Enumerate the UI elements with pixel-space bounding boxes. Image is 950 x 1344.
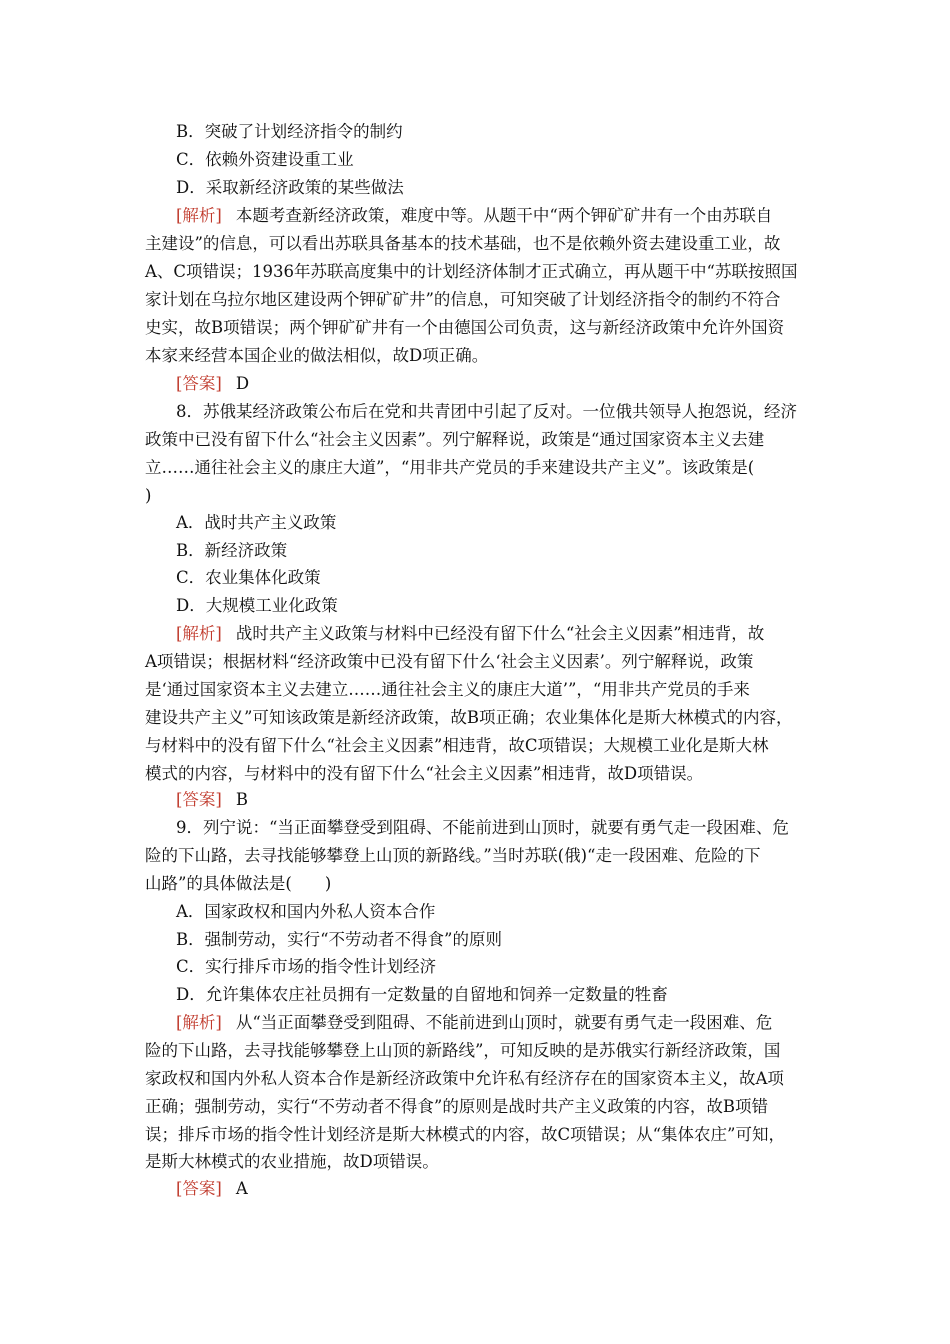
q9-analysis-line-5: 误；排斥市场的指令性计划经济是斯大林模式的内容，故C项错误；从“集体农庄”可知， xyxy=(145,1125,785,1144)
q7-answer xyxy=(176,373,844,395)
q8-option-a: A．战时共产主义政策 xyxy=(176,513,337,532)
q8-option-d: D．大规模工业化政策 xyxy=(176,596,338,615)
q7-analysis-line-6: 本家来经营本国企业的做法相似，故D项正确。 xyxy=(145,346,489,365)
q8-answer xyxy=(176,789,844,811)
q9-analysis-line-6: 是斯大林模式的农业措施，故D项错误。 xyxy=(145,1152,439,1171)
q7-option-b: B．突破了计划经济指令的制约 xyxy=(176,122,403,141)
q9-option-a: A．国家政权和国内外私人资本合作 xyxy=(176,902,436,921)
q9-stem-line-3: 山路”的具体做法是( ) xyxy=(145,874,332,893)
q9-option-d: D．允许集体农庄社员拥有一定数量的自留地和饲养一定数量的牲畜 xyxy=(176,985,668,1004)
analysis-text: 战时共产主义政策与材料中已经没有留下什么“社会主义因素”相违背，故 xyxy=(235,624,765,643)
analysis-text: 从“当正面攀登受到阻碍、不能前进到山顶时，就要有勇气走一段困难、危 xyxy=(235,1013,773,1032)
q9-analysis-line-1 xyxy=(176,1012,844,1034)
analysis-tag: [解析] xyxy=(176,206,222,225)
q9-analysis-line-2: 险的下山路，去寻找能够攀登上山顶的新路线”，可知反映的是苏俄实行新经济政策，国 xyxy=(145,1041,781,1060)
q8-option-c: C．农业集体化政策 xyxy=(176,568,321,587)
q9-stem-line-1: 9．列宁说：“当正面攀登受到阻碍、不能前进到山顶时，就要有勇气走一段困难、危 xyxy=(176,818,789,837)
q8-analysis-line-3: 是‘通过国家资本主义去建立……通往社会主义的康庄大道’”，“用非共产党员的手来 xyxy=(145,680,750,699)
q7-analysis-line-2: 主建设”的信息，可以看出苏联具备基本的技术基础，也不是依赖外资去建设重工业，故 xyxy=(145,234,781,253)
q9-option-b: B．强制劳动，实行“不劳动者不得食”的原则 xyxy=(176,930,502,949)
q9-analysis-line-4: 正确；强制劳动，实行“不劳动者不得食”的原则是战时共产主义政策的内容，故B项错 xyxy=(145,1097,768,1116)
q8-stem-line-4: ) xyxy=(145,486,152,505)
q9-analysis-line-3: 家政权和国内外私人资本合作是新经济政策中允许私有经济存在的国家资本主义，故A项 xyxy=(145,1069,784,1088)
q7-analysis-line-5: 史实，故B项错误；两个钾矿矿井有一个由德国公司负责，这与新经济政策中允许外国资 xyxy=(145,318,785,337)
answer-tag: [答案] xyxy=(176,790,222,809)
q8-option-b: B．新经济政策 xyxy=(176,541,288,560)
q8-analysis-line-5: 与材料中的没有留下什么“社会主义因素”相违背，故C项错误；大规模工业化是斯大林 xyxy=(145,736,769,755)
q8-stem-line-1: 8．苏俄某经济政策公布后在党和共青团中引起了反对。一位俄共领导人抱怨说，经济 xyxy=(176,402,797,421)
q8-stem-line-2: 政策中已没有留下什么“社会主义因素”。列宁解释说，政策是“通过国家资本主义去建 xyxy=(145,430,765,449)
answer-value: A xyxy=(235,1179,248,1198)
q7-analysis-line-1 xyxy=(176,205,844,227)
q7-option-d: D．采取新经济政策的某些做法 xyxy=(176,178,404,197)
q9-option-c: C．实行排斥市场的指令性计划经济 xyxy=(176,957,437,976)
answer-value: D xyxy=(235,374,250,393)
q9-stem-line-2: 险的下山路，去寻找能够攀登上山顶的新路线。”当时苏联(俄)“走一段困难、危险的下 xyxy=(145,846,761,865)
answer-tag: [答案] xyxy=(176,374,222,393)
q8-analysis-line-4: 建设共产主义”可知该政策是新经济政策，故B项正确；农业集体化是斯大林模式的内容， xyxy=(145,708,793,727)
q7-option-c: C．依赖外资建设重工业 xyxy=(176,150,354,169)
q9-answer xyxy=(176,1178,844,1200)
answer-value: B xyxy=(235,790,249,809)
answer-tag: [答案] xyxy=(176,1179,222,1198)
q7-analysis-line-4: 家计划在乌拉尔地区建设两个钾矿矿井”的信息，可知突破了计划经济指令的制约不符合 xyxy=(145,290,781,309)
analysis-tag: [解析] xyxy=(176,1013,222,1032)
q8-stem-line-3: 立……通往社会主义的康庄大道”，“用非共产党员的手来建设共产主义”。该政策是( xyxy=(145,458,755,477)
q8-analysis-line-2: A项错误；根据材料“经济政策中已没有留下什么‘社会主义因素’。列宁解释说，政策 xyxy=(145,652,754,671)
q8-analysis-line-1 xyxy=(176,623,844,645)
analysis-tag: [解析] xyxy=(176,624,222,643)
analysis-text: 本题考查新经济政策，难度中等。从题干中“两个钾矿矿井有一个由苏联自 xyxy=(235,206,773,225)
q7-analysis-line-3: A、C项错误；1936年苏联高度集中的计划经济体制才正式确立，再从题干中“苏联按照国 xyxy=(145,262,798,281)
q8-analysis-line-6: 模式的内容，与材料中的没有留下什么“社会主义因素”相违背，故D项错误。 xyxy=(145,764,704,783)
